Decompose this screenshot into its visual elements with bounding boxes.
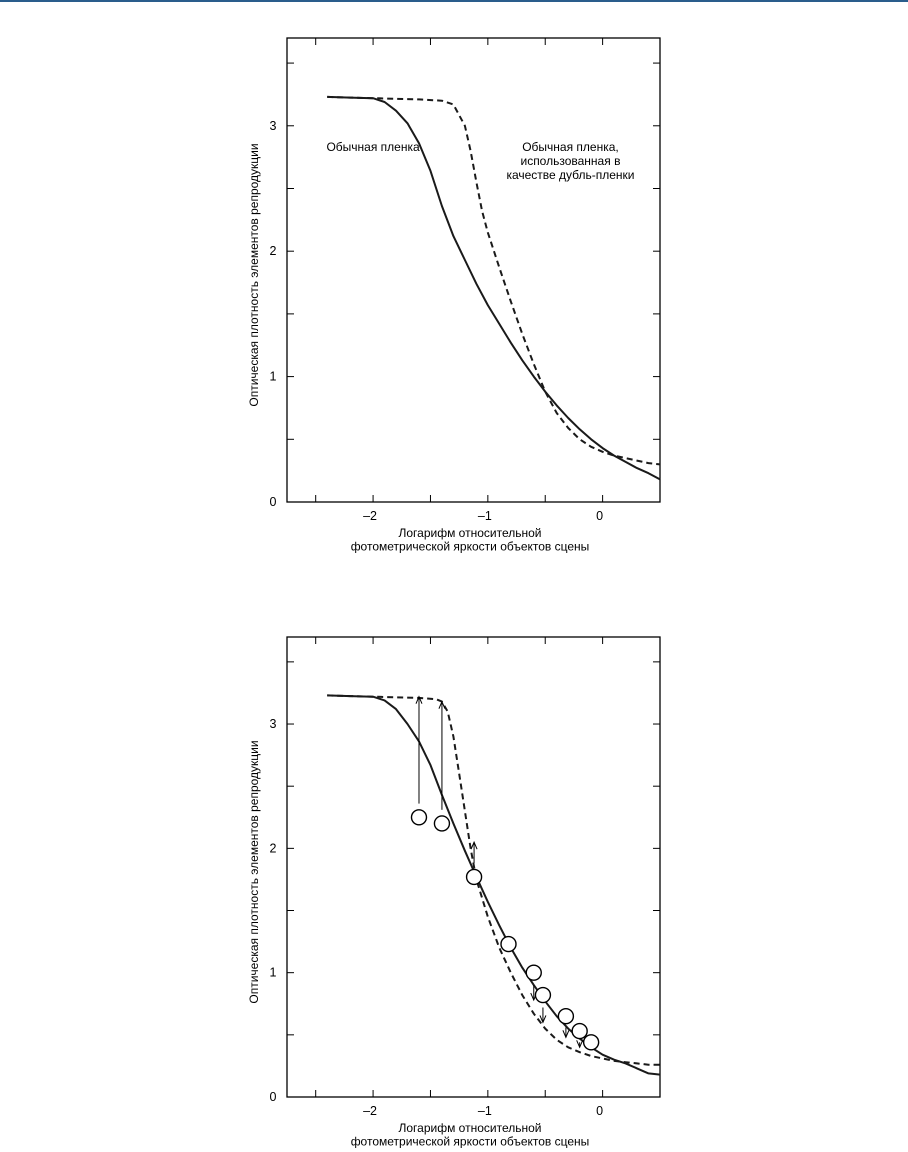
chart-bottom [0, 596, 908, 1152]
y-tick-label: 3 [269, 717, 277, 732]
plot-frame [287, 38, 660, 502]
data-point [501, 937, 516, 952]
x-axis-label: Логарифм относительной [398, 1121, 542, 1135]
data-point [558, 1009, 573, 1024]
data-point [526, 965, 541, 980]
y-tick-label: 2 [269, 841, 277, 856]
data-point [434, 816, 449, 831]
annotation-dupe-film: использованная в [520, 153, 621, 168]
dashed-curve [327, 695, 660, 1064]
y-tick-label: 0 [269, 495, 277, 509]
data-point [535, 988, 550, 1003]
x-tick-label: 0 [596, 1104, 604, 1118]
y-axis-label: Оптическая плотность элементов репродукции [247, 143, 261, 407]
y-tick-label: 0 [269, 1090, 277, 1104]
y-tick-label: 1 [269, 965, 277, 980]
x-tick-label: –1 [477, 509, 492, 523]
y-tick-label: 2 [269, 244, 277, 259]
y-tick-label: 1 [269, 369, 277, 384]
x-tick-label: –2 [363, 1104, 378, 1118]
data-point [584, 1035, 599, 1050]
x-axis-label: Логарифм относительной [398, 526, 542, 540]
x-axis-label: фотометрической яркости объектов сцены [350, 539, 590, 554]
annotation-regular-film: Обычная пленка [326, 139, 420, 154]
solid-curve [327, 695, 660, 1074]
annotation-dupe-film: качестве дубль-пленки [506, 167, 635, 182]
x-tick-label: –1 [477, 1104, 492, 1118]
x-axis-label: фотометрической яркости объектов сцены [350, 1134, 590, 1149]
annotation-dupe-film: Обычная пленка, [522, 139, 619, 154]
data-point [467, 869, 482, 884]
x-tick-label: –2 [363, 509, 378, 523]
y-tick-label: 3 [269, 118, 277, 133]
x-tick-label: 0 [596, 509, 604, 523]
data-point [572, 1024, 587, 1039]
y-axis-label: Оптическая плотность элементов репродукции [247, 740, 261, 1004]
data-point [411, 810, 426, 825]
